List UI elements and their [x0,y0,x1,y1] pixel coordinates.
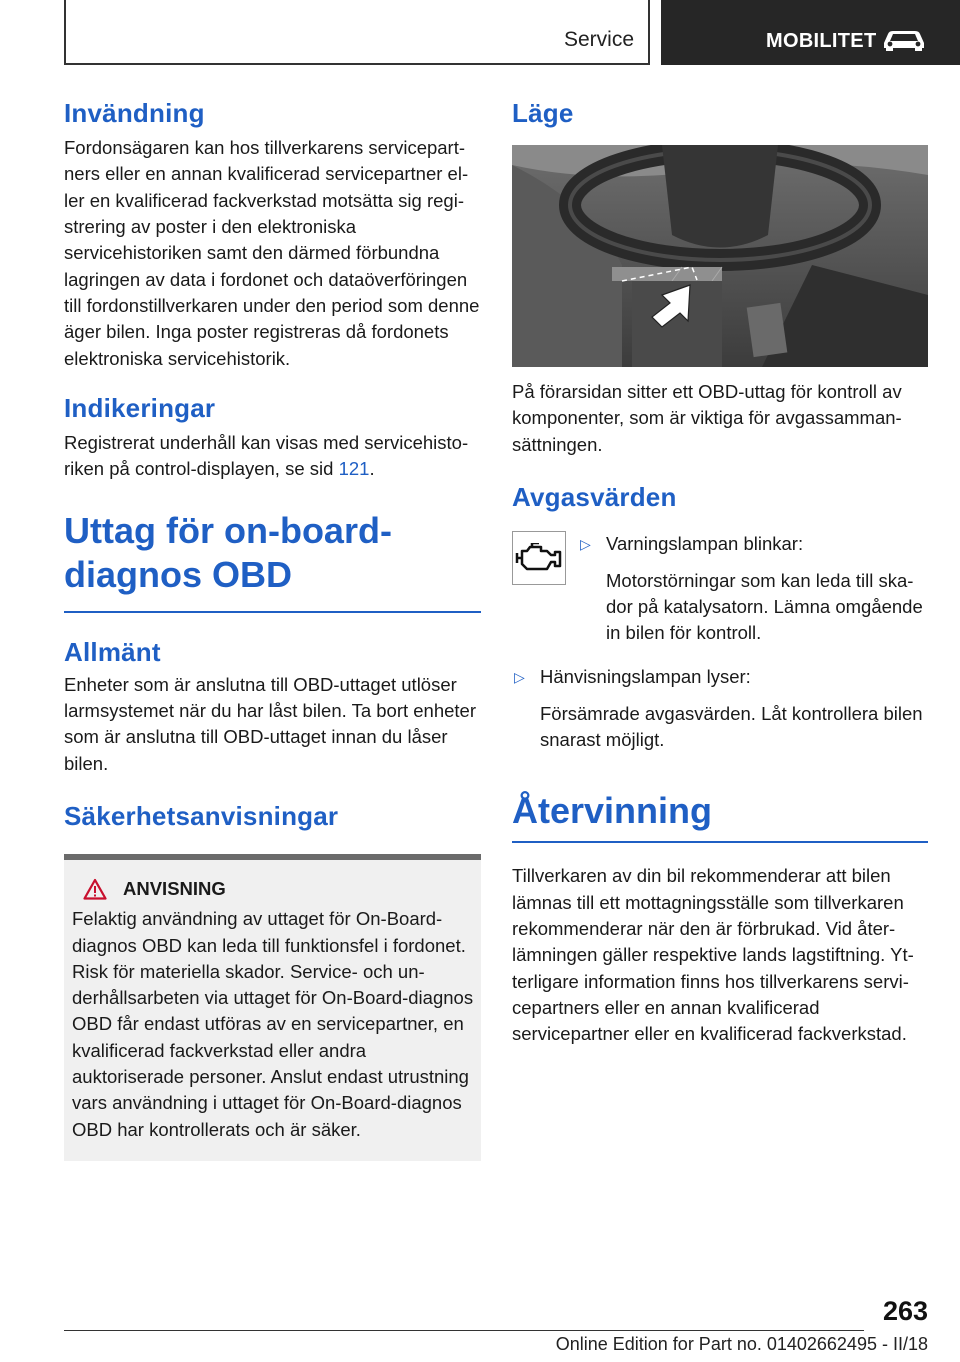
indications-heading: Indikeringar [64,392,216,423]
page-link[interactable]: 121 [338,458,370,480]
location-caption: På förarsidan sitter ett OBD-uttag för kontroll av komponenter, som är viktiga för avgassammansättningen. [512,381,902,455]
usage-heading: Invändning [64,98,205,128]
safety-heading: Säkerhetsanvisningar [64,801,339,832]
general-text: Enheter som är anslutna till OBD-uttaget utlöser larmsystemet när du har låst bilen. Ta bort enheter som är anslutna till OBD-uttaget innan du låser bilen. [64,673,477,774]
indications-text: Registrerat underhåll kan visas med servicehistoriken på control-displayen, se sid 121. [64,432,469,480]
notice-box [64,854,481,1161]
engine-lamp-box [512,531,566,585]
list-item: ▷ Hänvisningslampan lyser: [512,664,928,690]
bullet-triangle-icon: ▷ [514,669,525,686]
obd-location-photo [512,145,928,367]
page-number: 263 [882,1296,928,1326]
recycling-heading: Återvinning [512,790,713,832]
right-column [512,98,928,1047]
heading-divider [512,841,928,843]
notice-text: Felaktig användning av uttaget för On-Board-diagnos OBD kan leda till funktionsfel i fordonet. Risk för materiella skador. Service- och underhållsarbeten via uttaget för On-Board-diagnos OBD får endast utföras av en servicepartner, en kvalificerad fackverkstad eller andra auktoriserade personer. Anslut endast utrustning vars användning i uttaget för On-Board-diagnos OBD har kontrollerats och är säker. [72,908,474,1140]
lamp-item-2 [512,664,928,753]
header-chapter-tab [661,0,960,65]
recycling-text: Tillverkaren av din bil rekommenderar att bilen lämnas till ett mottagningsställe som tillverkaren rekommenderar när den är förbrukad. Vid återlämningen gäller respektive lands lagstiftning. Ytterligare information finns hos tillverkarens servicepartners eller en annan kvalificerad servicepartner eller en kvalificerad fackverkstad. [512,865,914,1045]
obd-heading: Uttag för on-board-diagnos OBD [64,509,392,595]
footer-divider [64,1330,864,1331]
notice-title: ANVISNING [123,878,226,900]
location-heading: Läge [512,98,574,128]
usage-text: Fordonsägaren kan hos tillverkarens servicepartners eller en annan kvalificerad servicepartner eller en kvalificerad fackverkstad motsätta sig registrering av poster i den elektroniska servicehistoriken samt den därmed förbundna lagringen av data i fordonet och dataöverföringen till fordonstillverkaren under den period som denne äger bilen. Inga poster registreras då fordonets elektroniska servicehistorik. [64,137,480,369]
list-item: ▷ Varningslampan blinkar: [578,531,928,557]
chapter-title: MOBILITET [766,30,877,52]
car-icon [881,28,927,52]
heading-divider [64,611,481,613]
section-title: Service [563,28,634,51]
list-item-detail: Försämrade avgasvärden. Låt kontrollera bilen snarast möjligt. [540,702,923,751]
emission-lamp-row [512,531,928,646]
emissions-heading: Avgasvärden [512,482,677,513]
edition-text: Online Edition for Part no. 01402662495 - II/18 [555,1334,928,1354]
engine-warning-lamp-icon [515,543,563,573]
warning-triangle-icon [83,878,107,900]
notice-title-row [72,878,475,900]
bullet-triangle-icon: ▷ [580,536,591,553]
left-column [64,98,481,1161]
header-section-tab [64,0,650,65]
list-item-detail: Motorstörningar som kan leda till skador på katalysatorn. Lämna omgående in bilen för kontroll. [606,569,923,644]
lamp-item-list [578,531,928,646]
general-heading: Allmänt [64,636,161,667]
